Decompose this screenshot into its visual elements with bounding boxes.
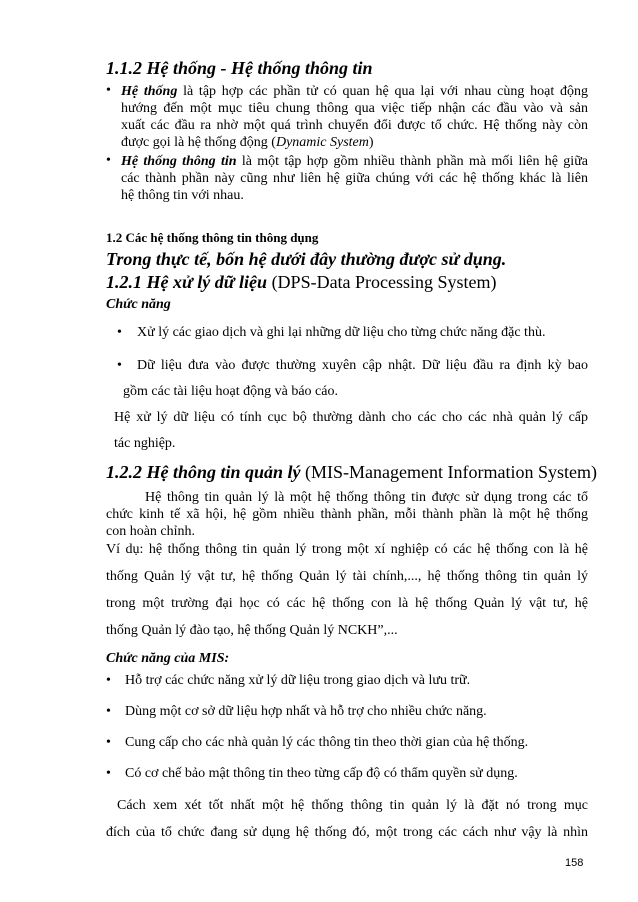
- paragraph-line: Hệ thống thông tin là một tập hợp gồm nhiều thành phần mà mối liên hệ giữa: [121, 154, 588, 169]
- paragraph-line: hệ thông tin với nhau.: [121, 188, 244, 203]
- bullet-icon: •: [106, 704, 111, 719]
- paragraph-line: con hoàn chỉnh.: [106, 524, 196, 539]
- paragraph-line: tác nghiệp.: [114, 436, 176, 451]
- section-intro: Trong thực tế, bốn hệ dưới đây thường được sử dụng.: [106, 249, 507, 269]
- section-heading-1-1-2: 1.1.2 Hệ thống - Hệ thống thông tin: [106, 58, 373, 78]
- list-item: Hỗ trợ các chức năng xử lý dữ liệu trong giao dịch và lưu trữ.: [125, 673, 471, 688]
- paragraph-line: Cách xem xét tốt nhất một hệ thống thông tin quản lý là đặt nó trong mục: [117, 798, 588, 813]
- bullet-icon: •: [106, 83, 111, 98]
- paragraph-line: hướng đến một mục tiêu chung thông qua việc tiếp nhận các đầu vào và sản: [121, 101, 588, 116]
- function-label: Chức năng: [106, 297, 171, 312]
- paragraph-line: đích của tổ chức đang sử dụng hệ thống đó, một trong các cách như vậy là nhìn: [106, 825, 588, 840]
- list-item: Dùng một cơ sở dữ liệu hợp nhất và hỗ trợ cho nhiều chức năng.: [125, 704, 487, 719]
- bullet-icon: •: [106, 153, 111, 168]
- page-number: 158: [565, 857, 584, 869]
- paragraph-line: Hệ thông tin quản lý là một hệ thống thông tin được sử dụng trong các tổ: [145, 490, 588, 505]
- paragraph-line: được gọi là hệ thống động (Dynamic System): [121, 135, 374, 150]
- example-line: thống Quản lý đào tạo, hệ thống Quản lý NCKH”,...: [106, 623, 398, 638]
- bullet-icon: •: [106, 673, 111, 688]
- paragraph-line: các thành phần này cũng như liên hệ giữa chúng với các hệ thống khác là liên: [121, 171, 588, 186]
- paragraph-line: chức kinh tế xã hội, hệ gồm nhiều thành phần, mỗi thành phần là một hệ thống: [106, 507, 588, 522]
- bullet-icon: •: [117, 358, 122, 373]
- list-item: Dữ liệu đưa vào được thường xuyên cập nhật. Dữ liệu đầu ra định kỳ bao: [137, 358, 588, 373]
- section-heading-1-2-1: 1.2.1 Hệ xử lý dữ liệu (DPS-Data Processing System): [106, 272, 497, 292]
- list-item: Có cơ chế bảo mật thông tin theo từng cấp độ có thẩm quyền sử dụng.: [125, 766, 518, 781]
- bullet-icon: •: [106, 766, 111, 781]
- term-he-thong: Hệ thống: [121, 84, 178, 99]
- mis-function-label: Chức năng của MIS:: [106, 651, 230, 666]
- list-item: Cung cấp cho các nhà quản lý các thông tin theo thời gian của hệ thống.: [125, 735, 529, 750]
- example-line: Ví dụ: hệ thống thông tin quản lý trong một xí nghiệp có các hệ thống con là hệ: [106, 542, 588, 557]
- section-heading-1-2: 1.2 Các hệ thống thông tin thông dụng: [106, 230, 319, 245]
- section-heading-1-2-2: 1.2.2 Hệ thông tin quản lý (MIS-Management Information System): [106, 462, 597, 482]
- paragraph-line: Hệ xử lý dữ liệu có tính cục bộ thường dành cho các cho các nhà quản lý cấp: [114, 410, 588, 425]
- bullet-icon: •: [117, 325, 122, 340]
- example-line: trong một trường đại học có các hệ thống con là hệ thống Quản lý vật tư, hệ: [106, 596, 588, 611]
- example-line: thống Quản lý vật tư, hệ thống Quản lý tài chính,..., hệ thống thông tin quản lý: [106, 569, 588, 584]
- bullet-icon: •: [106, 735, 111, 750]
- paragraph-line: xuất các đầu ra nhờ một quá trình chuyển đổi được tổ chức. Hệ thống này còn: [121, 118, 588, 133]
- term-he-thong-thong-tin: Hệ thống thông tin: [121, 154, 237, 169]
- list-item-cont: gồm các tài liệu hoạt động và báo cáo.: [123, 384, 338, 399]
- paragraph-line: Hệ thống là tập hợp các phần tử có quan hệ qua lại với nhau cùng hoạt động: [121, 84, 588, 99]
- list-item: Xử lý các giao dịch và ghi lại những dữ liệu cho từng chức năng đặc thù.: [137, 325, 546, 340]
